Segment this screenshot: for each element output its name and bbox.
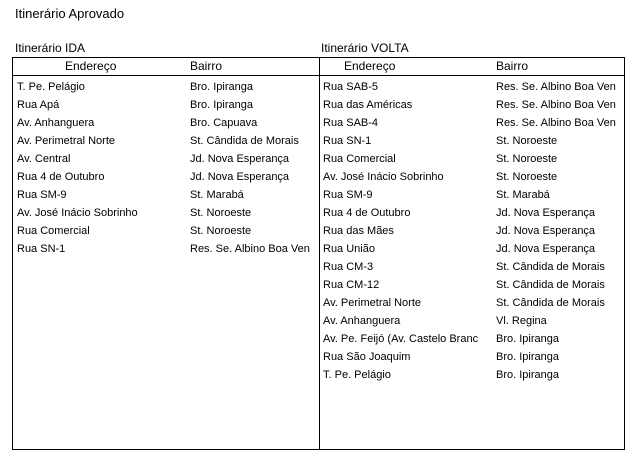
ida-bairro-cell: St. Noroeste xyxy=(190,225,252,237)
volta-endereco-cell: Rua União xyxy=(323,243,375,255)
volta-bairro-cell: Bro. Ipiranga xyxy=(496,351,559,363)
itinerary-table xyxy=(12,57,625,450)
volta-table-row xyxy=(323,276,625,294)
ida-table-row xyxy=(17,78,317,96)
volta-bairro-cell: Bro. Ipiranga xyxy=(496,369,559,381)
volta-bairro-cell: St. Noroeste xyxy=(496,171,558,183)
volta-endereco-cell: Rua SM-9 xyxy=(323,189,373,201)
ida-bairro-cell: St. Noroeste xyxy=(190,207,252,219)
section-title-volta: Itinerário VOLTA xyxy=(321,41,409,55)
volta-table-row xyxy=(323,96,625,114)
volta-table-row xyxy=(323,186,625,204)
volta-table-row xyxy=(323,330,625,348)
ida-endereco-cell: Av. Perimetral Norte xyxy=(17,135,116,147)
volta-table-row xyxy=(323,366,625,384)
ida-bairro-cell: Bro. Ipiranga xyxy=(190,99,253,111)
volta-endereco-cell: Av. José Inácio Sobrinho xyxy=(323,171,444,183)
ida-table-row xyxy=(17,132,317,150)
volta-endereco-cell: Rua SAB-4 xyxy=(323,117,379,129)
ida-table-row xyxy=(17,240,317,258)
volta-table-row xyxy=(323,132,625,150)
volta-bairro-cell: Vl. Regina xyxy=(496,315,547,327)
ida-bairro-cell: Bro. Capuava xyxy=(190,117,258,129)
volta-endereco-cell: Av. Anhanguera xyxy=(323,315,401,327)
column-divider-line xyxy=(319,58,320,449)
document-title: Itinerário Aprovado xyxy=(15,6,125,21)
ida-table-row xyxy=(17,96,317,114)
ida-table-row xyxy=(17,168,317,186)
ida-endereco-cell: Av. Anhanguera xyxy=(17,117,95,129)
ida-table-row xyxy=(17,186,317,204)
ida-endereco-cell: Rua Comercial xyxy=(17,225,90,237)
ida-bairro-cell: Jd. Nova Esperança xyxy=(190,171,290,183)
ida-bairro-cell: Jd. Nova Esperança xyxy=(190,153,290,165)
volta-bairro-cell: St. Noroeste xyxy=(496,153,558,165)
volta-bairro-cell: Res. Se. Albino Boa Ven xyxy=(496,117,616,129)
volta-bairro-cell: St. Marabá xyxy=(496,189,550,201)
volta-endereco-cell: Rua 4 de Outubro xyxy=(323,207,411,219)
volta-bairro-cell: Jd. Nova Esperança xyxy=(496,243,596,255)
volta-table-row xyxy=(323,168,625,186)
ida-endereco-cell: T. Pe. Pelágio xyxy=(17,81,85,93)
volta-endereco-cell: T. Pe. Pelágio xyxy=(323,369,391,381)
volta-table-row xyxy=(323,240,625,258)
ida-endereco-cell: Rua Apá xyxy=(17,99,60,111)
volta-rows xyxy=(323,78,625,384)
volta-endereco-cell: Rua São Joaquim xyxy=(323,351,411,363)
volta-table-row xyxy=(323,258,625,276)
volta-bairro-cell: Bro. Ipiranga xyxy=(496,333,559,345)
volta-header-bairro: Bairro xyxy=(496,59,529,73)
volta-table-row xyxy=(323,222,625,240)
volta-endereco-cell: Rua Comercial xyxy=(323,153,396,165)
ida-endereco-cell: Av. José Inácio Sobrinho xyxy=(17,207,138,219)
volta-endereco-cell: Rua das Américas xyxy=(323,99,413,111)
volta-table-row xyxy=(323,150,625,168)
volta-table-row xyxy=(323,114,625,132)
volta-table-row xyxy=(323,204,625,222)
volta-table-row xyxy=(323,348,625,366)
ida-endereco-cell: Rua SM-9 xyxy=(17,189,67,201)
volta-endereco-cell: Rua SN-1 xyxy=(323,135,372,147)
ida-table-row xyxy=(17,204,317,222)
volta-bairro-cell: St. Cândida de Morais xyxy=(496,279,605,291)
ida-bairro-cell: Res. Se. Albino Boa Ven xyxy=(190,243,310,255)
ida-endereco-cell: Av. Central xyxy=(17,153,71,165)
ida-bairro-cell: St. Marabá xyxy=(190,189,244,201)
ida-header-bairro: Bairro xyxy=(190,59,223,73)
ida-endereco-cell: Rua 4 de Outubro xyxy=(17,171,105,183)
ida-table-row xyxy=(17,114,317,132)
ida-table-row xyxy=(17,222,317,240)
volta-endereco-cell: Av. Pe. Feijó (Av. Castelo Branc xyxy=(323,333,479,345)
ida-header-endereco: Endereço xyxy=(65,59,117,73)
volta-header-endereco: Endereço xyxy=(344,59,396,73)
volta-bairro-cell: St. Cândida de Morais xyxy=(496,261,605,273)
volta-bairro-cell: St. Cândida de Morais xyxy=(496,297,605,309)
volta-bairro-cell: Jd. Nova Esperança xyxy=(496,225,596,237)
section-title-ida: Itinerário IDA xyxy=(15,41,86,55)
volta-table-row xyxy=(323,294,625,312)
volta-table-row xyxy=(323,78,625,96)
volta-endereco-cell: Rua CM-3 xyxy=(323,261,374,273)
volta-endereco-cell: Rua das Mães xyxy=(323,225,394,237)
volta-bairro-cell: St. Noroeste xyxy=(496,135,558,147)
volta-bairro-cell: Jd. Nova Esperança xyxy=(496,207,596,219)
ida-bairro-cell: St. Cândida de Morais xyxy=(190,135,299,147)
ida-table-row xyxy=(17,150,317,168)
ida-bairro-cell: Bro. Ipiranga xyxy=(190,81,253,93)
volta-endereco-cell: Rua SAB-5 xyxy=(323,81,379,93)
volta-bairro-cell: Res. Se. Albino Boa Ven xyxy=(496,99,616,111)
volta-bairro-cell: Res. Se. Albino Boa Ven xyxy=(496,81,616,93)
ida-endereco-cell: Rua SN-1 xyxy=(17,243,66,255)
volta-endereco-cell: Rua CM-12 xyxy=(323,279,380,291)
ida-rows xyxy=(17,78,317,258)
volta-endereco-cell: Av. Perimetral Norte xyxy=(323,297,422,309)
volta-table-row xyxy=(323,312,625,330)
